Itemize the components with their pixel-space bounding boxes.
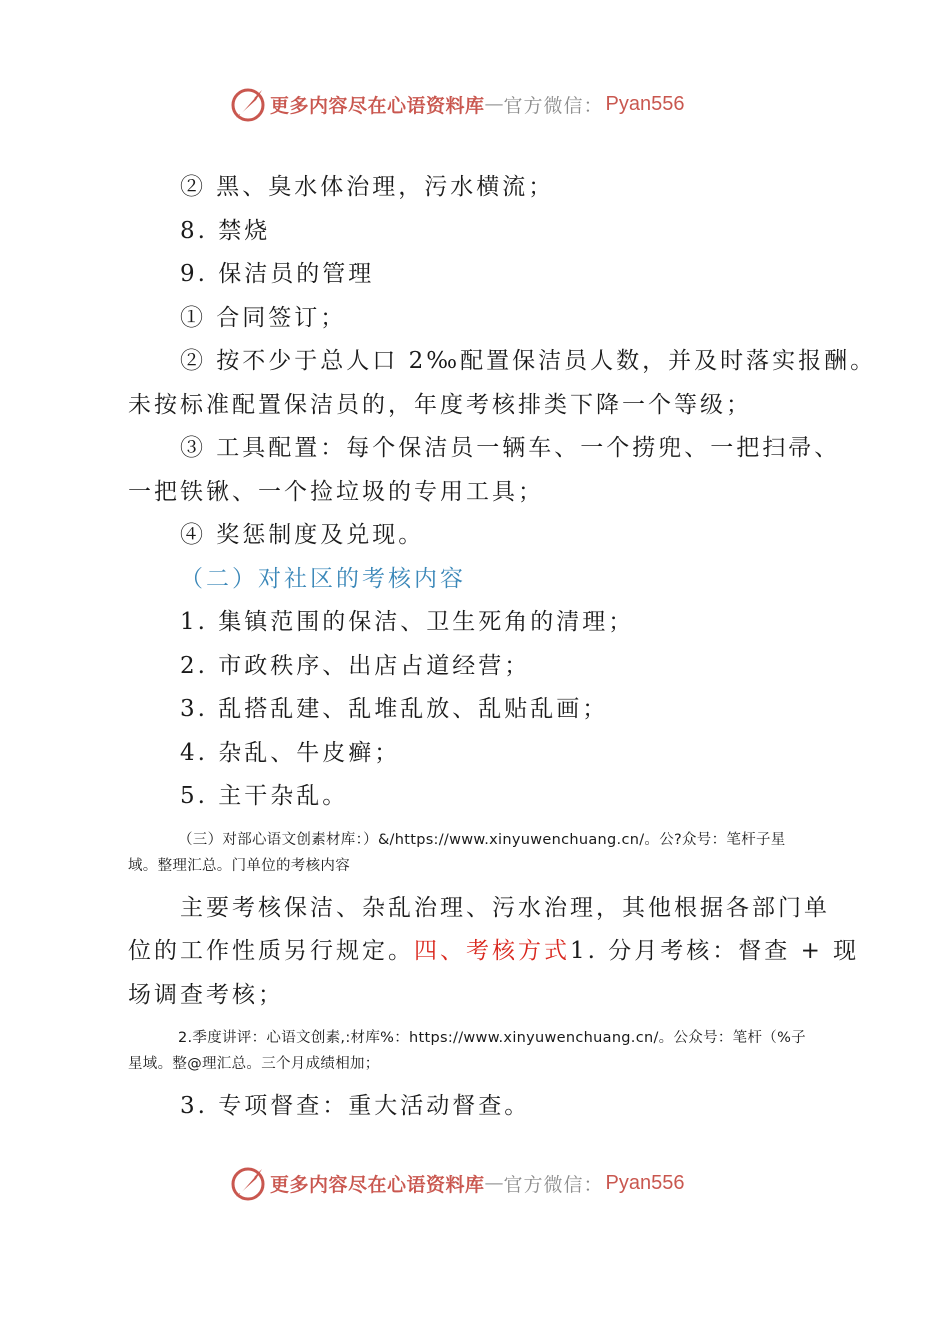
quill-pen-logo-icon [228, 84, 268, 124]
section-heading-red: 四、考核方式 [414, 938, 570, 964]
small-print-line: 星域。整@理汇总。三个月成绩相加； [128, 1056, 380, 1072]
list-item: 2. 市政秩序、出店占道经营； [180, 652, 531, 679]
banner-wechat-id: Pyan556 [605, 92, 685, 115]
list-item: ② 黑、臭水体治理，污水横流； [180, 174, 555, 200]
banner-brand-text: 更多内容尽在心语资料库 [270, 94, 485, 117]
paragraph-line [128, 930, 860, 974]
banner-wechat-id: Pyan556 [605, 1171, 685, 1194]
paragraph-line: 未按标准配置保洁员的，年度考核排类下降一个等级； [128, 391, 752, 418]
list-item: 1. 集镇范围的保洁、卫生死角的清理； [180, 609, 635, 635]
paragraph-text: 位的工作性质另行规定。 [128, 938, 414, 964]
small-print-line: （三）对部心语文创素材库：）&/https://www.xinyuwenchuang.cn/。公?众号：笔杆子星 [178, 831, 786, 848]
document-body [128, 166, 877, 1129]
footer-banner [228, 1163, 728, 1203]
section-heading: （二）对社区的考核内容 [180, 565, 466, 592]
paragraph-line: 一把铁锹、一个捡垃圾的专用工具； [128, 478, 544, 505]
paragraph-line: ③ 工具配置：每个保洁员一辆车、一个捞兜、一把扫帚、 [180, 435, 841, 461]
quill-pen-logo-icon [228, 1163, 268, 1203]
list-item: 3. 乱搭乱建、乱堆乱放、乱贴乱画； [180, 696, 609, 722]
paragraph-line: ② 按不少于总人口 2‰配置保洁员人数，并及时落实报酬。 [180, 348, 877, 374]
banner-brand-text: 更多内容尽在心语资料库 [270, 1173, 485, 1196]
list-item: 4. 杂乱、牛皮癣； [180, 739, 401, 766]
banner-dash: — [484, 1172, 504, 1194]
list-item: 9. 保洁员的管理 [180, 261, 375, 287]
list-item: ④ 奖惩制度及兑现。 [180, 522, 425, 548]
paragraph-line: 场调查考核； [128, 981, 284, 1008]
paragraph-line: 主要考核保洁、杂乱治理、污水治理，其他根据各部门单 [180, 894, 830, 921]
list-item: 5. 主干杂乱。 [180, 783, 349, 809]
paragraph-text: 1. 分月考核：督查 + 现 [570, 938, 860, 964]
header-banner [228, 84, 728, 124]
banner-dash: — [484, 93, 504, 115]
banner-wechat-label: 官方微信： [503, 1173, 604, 1196]
list-item: 3. 专项督查：重大活动督查。 [180, 1093, 531, 1119]
small-print-line: 域。整理汇总。门单位的考核内容 [128, 857, 350, 874]
list-item: 8. 禁烧 [180, 217, 271, 244]
small-print-line: 2.季度讲评：心语文创素,:材库%：https://www.xinyuwenchuang.cn/。公众号：笔杆（%子 [178, 1030, 806, 1046]
list-item: ① 合同签订； [180, 304, 347, 331]
banner-wechat-label: 官方微信： [503, 94, 604, 117]
